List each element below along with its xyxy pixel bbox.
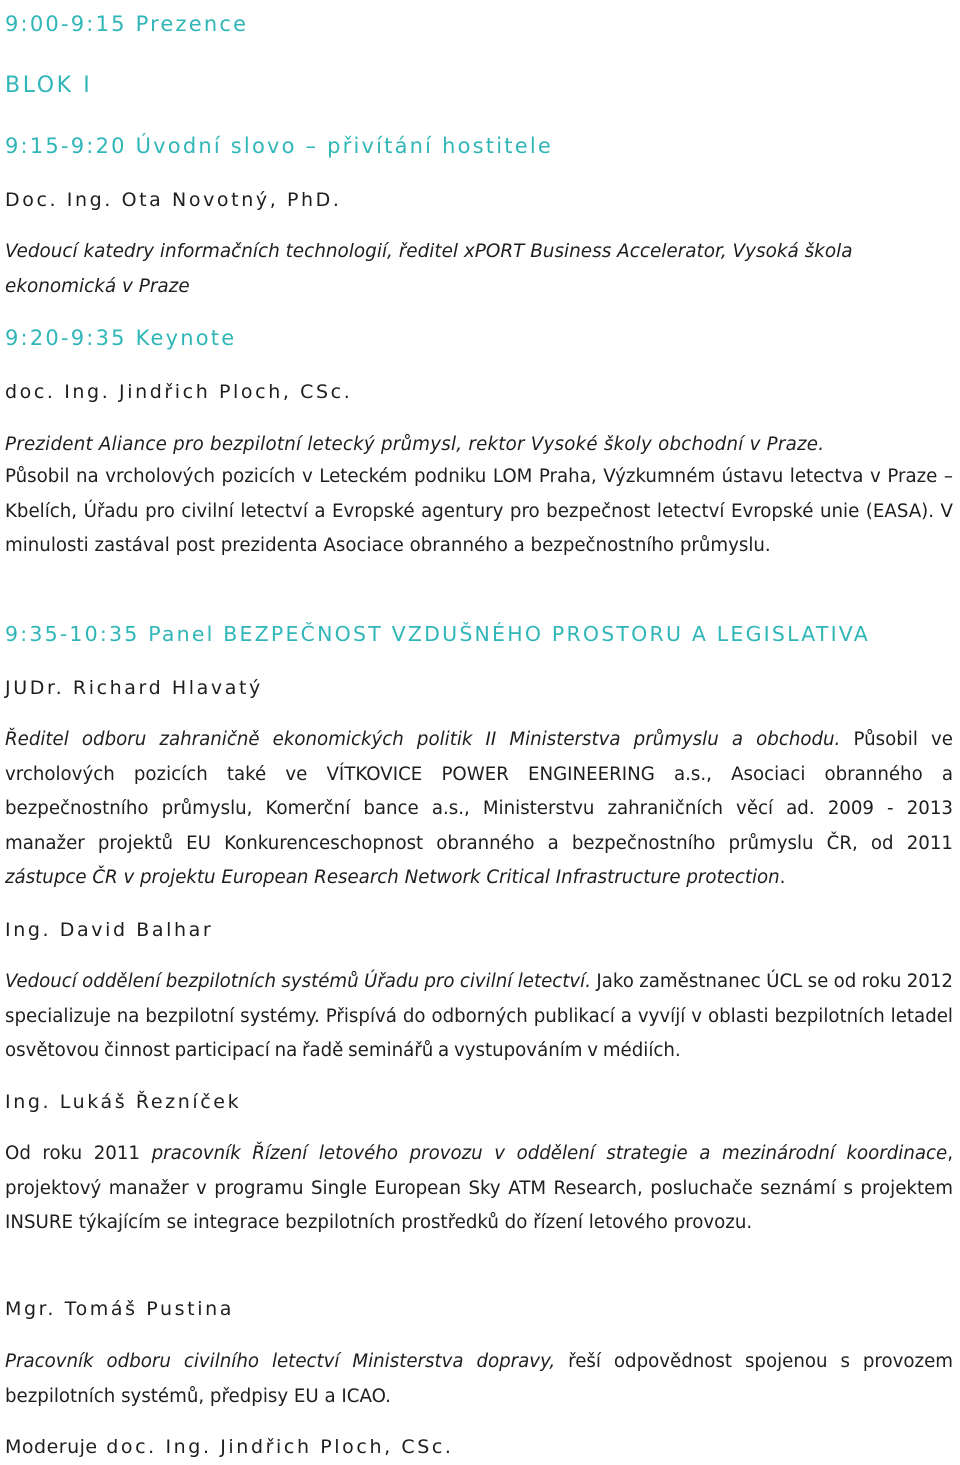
panelist-role-hlavaty: Ředitel odboru zahraničně ekonomických politik II Ministerstva průmyslu a obchodu.	[5, 729, 841, 750]
panelist-bio-reznicek-end: , projektový manažer v programu Single European Sky ATM Research, posluchače seznámí s projektem INSURE týkajícím se integrace bezpilotních prostředků do řízení letového provozu.	[5, 1143, 953, 1234]
panelist-role-balhar: Vedoucí oddělení bezpilotních systémů Úřadu pro civilní letectví.	[5, 971, 591, 992]
keynote-speaker-bio: Působil na vrcholových pozicích v Leteckém podniku LOM Praha, Výzkumném ústavu letectva v Praze – Kbelích, Úřadu pro civilní letectví a Evropské agentury pro bezpečnost letectví Evropské unie (EASA). V minulosti zastával post prezidenta Asociace obranného a bezpečnostního průmyslu.	[5, 466, 953, 557]
host-role: Vedoucí katedry informačních technologií, ředitel xPORT Business Accelerator, Vysoká škola ekonomická v Praze	[5, 241, 853, 297]
moderator-line	[5, 1436, 454, 1458]
panelist-name-balhar: Ing. David Balhar	[5, 919, 214, 941]
panelist-name-pustina: Mgr. Tomáš Pustina	[5, 1298, 234, 1320]
panelist-text-reznicek	[5, 1137, 953, 1241]
panelist-text-hlavaty	[5, 723, 953, 896]
block-heading: BLOK I	[5, 73, 93, 98]
panelist-name-hlavaty: JUDr. Richard Hlavatý	[5, 677, 263, 699]
welcome-heading: 9:15-9:20 Úvodní slovo – přivítání hostitele	[5, 134, 553, 158]
keynote-heading: 9:20-9:35 Keynote	[5, 326, 237, 350]
panelist-name-reznicek: Ing. Lukáš Řezníček	[5, 1091, 242, 1113]
panelist-bio-pustina: řeší odpovědnost spojenou s provozem bezpilotních systémů, předpisy EU a ICAO.	[5, 1351, 953, 1407]
moderator-name: doc. Ing. Jindřich Ploch, CSc.	[97, 1436, 454, 1458]
moderator-label: Moderuje	[5, 1436, 98, 1458]
panelist-text-pustina	[5, 1345, 953, 1414]
host-name: Doc. Ing. Ota Novotný, PhD.	[5, 189, 342, 211]
presence-heading: 9:00-9:15 Prezence	[5, 12, 249, 36]
panelist-bio-balhar: Jako zaměstnanec ÚCL se od roku 2012 specializuje na bezpilotní systémy. Přispívá do odborných publikací a vyvíjí v oblasti bezpilotních letadel osvětovou činnost participací na řadě seminářů a vystupováním v médiích.	[5, 971, 953, 1062]
panelist-bio-hlavaty: Působil ve vrcholových pozicích také ve VÍTKOVICE POWER ENGINEERING a.s., Asociaci obranného a bezpečnostního průmyslu, Komerční bance a.s., Ministerstvu zahraničních věcí ad. 2009 - 2013 manažer projektů EU Konkurenceschopnost obranného a bezpečnostního průmyslu ČR, od 2011	[5, 729, 953, 854]
keynote-speaker-name: doc. Ing. Jindřich Ploch, CSc.	[5, 381, 353, 403]
panelist-text-balhar	[5, 965, 953, 1069]
panel-heading: 9:35-10:35 Panel BEZPEČNOST VZDUŠNÉHO PROSTORU A LEGISLATIVA	[5, 622, 870, 646]
panelist-bio-reznicek: Od roku 2011	[5, 1143, 152, 1164]
panelist-role-pustina: Pracovník odboru civilního letectví Ministerstva dopravy,	[5, 1351, 556, 1372]
panelist-bio-hlavaty-end: .	[779, 867, 786, 889]
panelist-bio-hlavaty-italic: zástupce ČR v projektu European Research Network Critical Infrastructure protection	[5, 867, 780, 889]
keynote-speaker-role: Prezident Aliance pro bezpilotní letecký průmysl, rektor Vysoké školy obchodní v Praze.	[5, 434, 825, 455]
panelist-role-reznicek: pracovník Řízení letového provozu v oddělení strategie a mezinárodní koordinace	[151, 1143, 948, 1164]
